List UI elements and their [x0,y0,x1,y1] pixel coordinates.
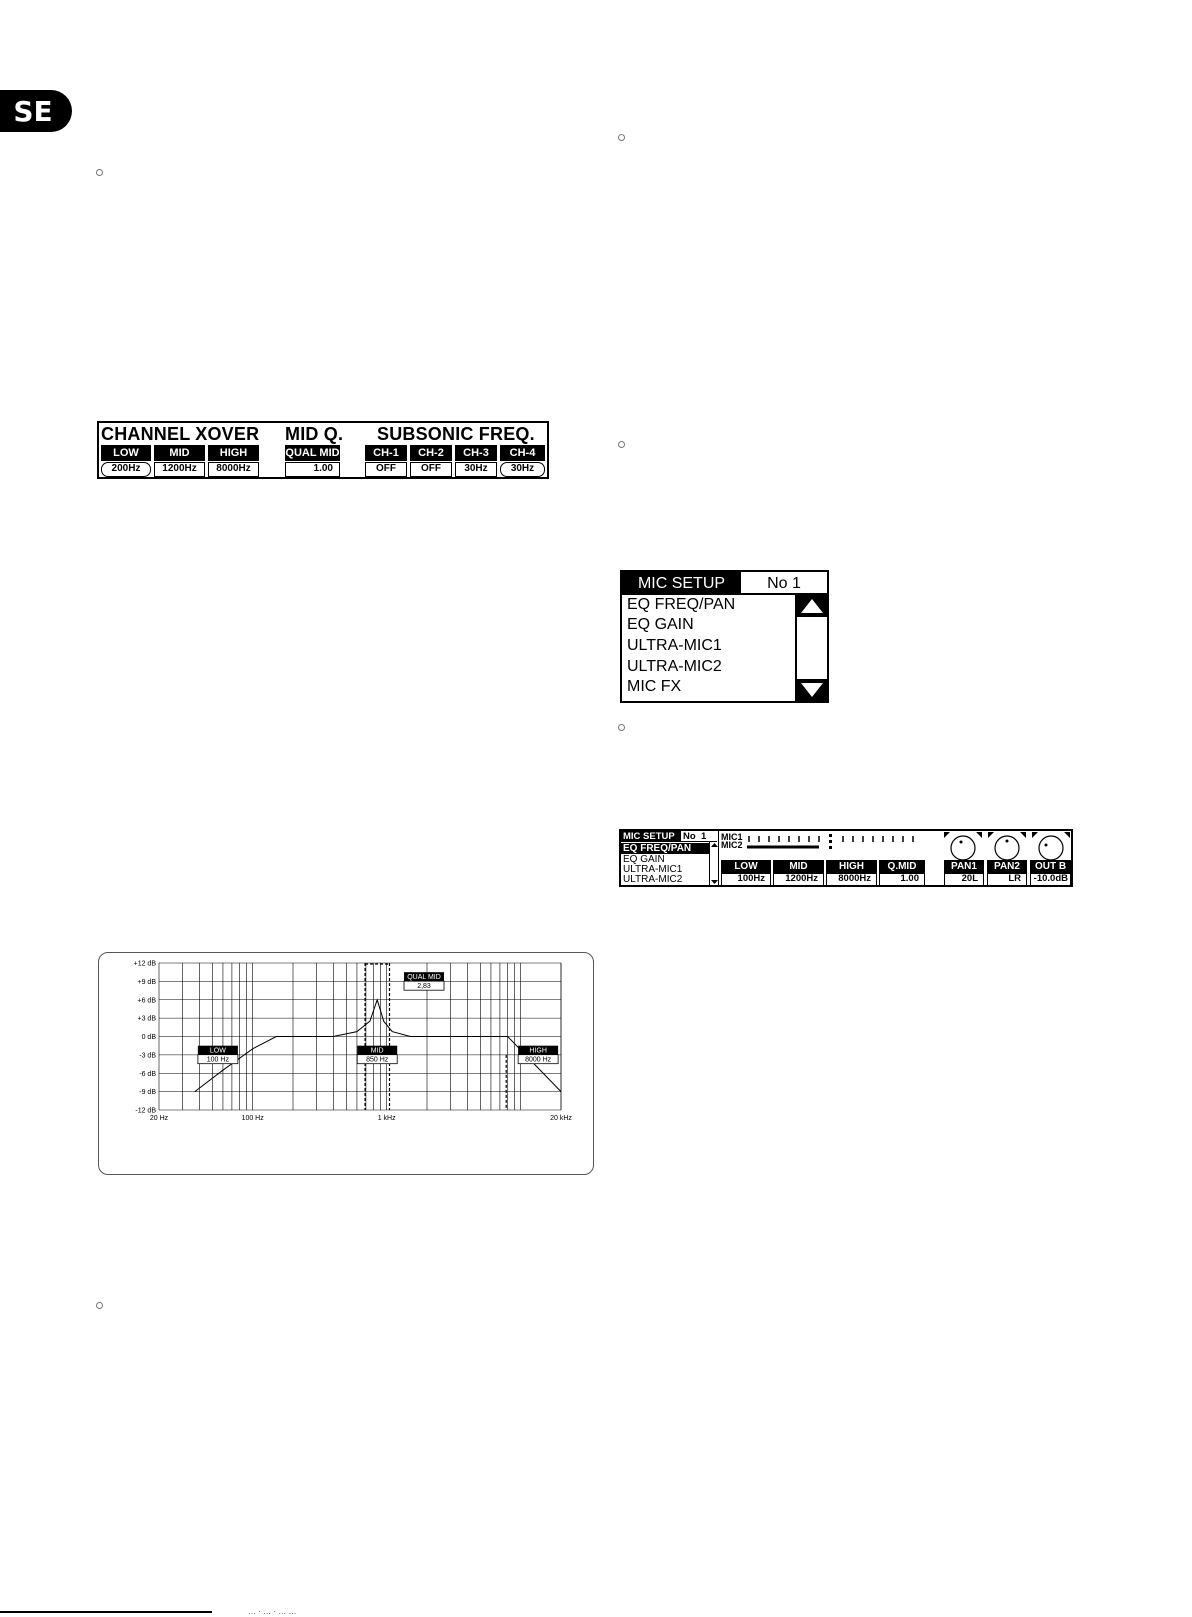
mic-setup-number: No 1 [741,572,827,595]
subsonic-ch2-label: CH-2 [410,445,452,461]
subsonic-ch1-label: CH-1 [365,445,407,461]
y-tick-label: +9 dB [137,978,156,986]
xover-mid-cell[interactable] [154,445,205,477]
qual-mid-value: 2,83 [417,983,431,991]
mic-setup-compact-number: No 1 [681,831,717,842]
menu-item-mic-fx[interactable]: MIC FX [627,678,682,695]
subsonic-ch2-cell[interactable] [410,445,452,477]
subsonic-ch2-value[interactable]: OFF [410,462,452,477]
subsonic-ch4-value[interactable]: 30Hz [500,462,545,477]
menu-item-ultra-mic1[interactable]: ULTRA-MIC1 [627,637,722,654]
y-tick-label: 0 dB [141,1034,156,1041]
scroll-down-arrow-icon[interactable] [797,679,827,701]
menu-item-eq-freq-pan[interactable]: EQ FREQ/PAN [627,596,736,613]
compact-item-eq-freq-pan[interactable]: EQ FREQ/PAN [621,843,709,854]
subsonic-ch3-cell[interactable] [455,445,497,477]
xover-high-label: HIGH [208,445,259,461]
compact-outb-cell[interactable] [1030,860,1071,886]
mic-level-meter [745,833,935,851]
xover-mid-value[interactable]: 1200Hz [154,462,205,477]
channel-xover-heading: CHANNEL XOVER [101,424,260,444]
band-marker-label: MID [370,1047,384,1055]
meter-label-mic2: MIC2 [721,840,743,850]
qual-mid-value[interactable]: 1.00 [285,462,340,477]
menu-item-eq-gain[interactable]: EQ GAIN [627,616,694,633]
compact-qmid-label: Q.MID [879,860,925,873]
compact-mid-cell[interactable] [773,860,824,886]
compact-item-ultra-mic2[interactable]: ULTRA-MIC2 [623,874,683,885]
y-tick-label: +6 dB [137,997,156,1005]
x-tick-label: 20 Hz [149,1115,169,1122]
band-marker-label: LOW [209,1047,226,1055]
meter-label-mic1: MIC1 [721,832,743,842]
mid-q-heading: MID Q. [285,424,344,444]
compact-pan1-cell[interactable] [944,860,984,886]
compact-low-cell[interactable] [721,860,771,886]
compact-pan1-value[interactable]: 20L [944,873,984,886]
compact-mid-value[interactable]: 1200Hz [773,873,824,886]
subsonic-ch1-cell[interactable] [365,445,407,477]
compact-pan1-label: PAN1 [944,860,984,873]
xover-high-cell[interactable] [208,445,259,477]
mic-setup-compact-title: MIC SETUP [621,831,681,842]
band-marker-value: 100 Hz [206,1056,229,1064]
y-tick-label: -3 dB [139,1052,156,1060]
xover-low-label: LOW [101,445,151,461]
subsonic-ch3-label: CH-3 [455,445,497,461]
qual-mid-label: QUAL MID [407,974,441,982]
compact-qmid-value[interactable]: 1.00 [879,873,925,886]
y-tick-label: -6 dB [139,1070,156,1078]
xover-high-value[interactable]: 8000Hz [208,462,259,477]
compact-mid-label: MID [773,860,824,873]
compact-item-eq-gain[interactable]: EQ GAIN [623,854,665,865]
compact-item-ultra-mic1[interactable]: ULTRA-MIC1 [623,864,683,875]
qual-mid-cell[interactable] [285,445,340,477]
compact-high-value[interactable]: 8000Hz [826,873,877,886]
y-tick-label: +3 dB [137,1015,156,1023]
compact-scroll-arrows-icon [710,842,719,885]
compact-pan2-cell[interactable] [987,860,1027,886]
subsonic-ch1-value[interactable]: OFF [365,462,407,477]
xover-mid-label: MID [154,445,205,461]
menu-scrollbar[interactable] [795,595,827,701]
compact-pan2-label: PAN2 [987,860,1027,873]
band-marker-label: HIGH [529,1047,547,1055]
y-tick-label: -12 dB [135,1107,156,1115]
footer-text: … · … · … … [248,1607,297,1616]
compact-outb-label: OUT B [1030,860,1071,873]
compact-pan2-value[interactable]: LR [987,873,1027,886]
x-tick-label: 100 Hz [241,1115,264,1122]
subsonic-freq-heading: SUBSONIC FREQ. [377,424,535,444]
compact-outb-value[interactable]: -10.0dB [1030,873,1071,886]
footer-rule [0,1611,212,1613]
channel-xover-panel [97,421,549,479]
compact-scrollbar[interactable] [709,842,718,885]
mic-setup-menu [620,570,829,703]
menu-item-ultra-mic2[interactable]: ULTRA-MIC2 [627,658,722,675]
xover-low-cell[interactable] [101,445,151,477]
qual-mid-label: QUAL MID [285,447,340,459]
compact-qmid-cell[interactable] [879,860,925,886]
eq-response-chart [99,953,595,1176]
compact-low-value[interactable]: 100Hz [721,873,771,886]
mic-setup-screen [619,829,1073,887]
subsonic-ch3-value[interactable]: 30Hz [455,462,497,477]
subsonic-ch4-cell[interactable] [500,445,545,477]
compact-low-label: LOW [721,860,771,873]
bullet-marker [96,169,103,176]
eq-response-graph [98,952,594,1175]
bullet-marker [618,441,625,448]
bullet-marker [618,134,625,141]
x-tick-label: 20 kHz [550,1115,572,1122]
y-tick-label: -9 dB [139,1089,156,1097]
subsonic-ch4-label: CH-4 [500,445,545,461]
bullet-marker [618,724,625,731]
compact-high-cell[interactable] [826,860,877,886]
mic-setup-title: MIC SETUP [622,572,741,595]
mic-setup-list [621,831,719,885]
xover-low-value[interactable]: 200Hz [101,462,151,477]
y-tick-label: +12 dB [133,960,156,968]
band-marker-value: 8000 Hz [525,1056,552,1064]
compact-high-label: HIGH [826,860,877,873]
bullet-marker [96,1302,103,1309]
x-tick-label: 1 kHz [377,1115,396,1122]
band-marker-value: 850 Hz [366,1056,389,1064]
scroll-up-arrow-icon[interactable] [797,595,827,617]
language-tab: SE [0,90,72,132]
